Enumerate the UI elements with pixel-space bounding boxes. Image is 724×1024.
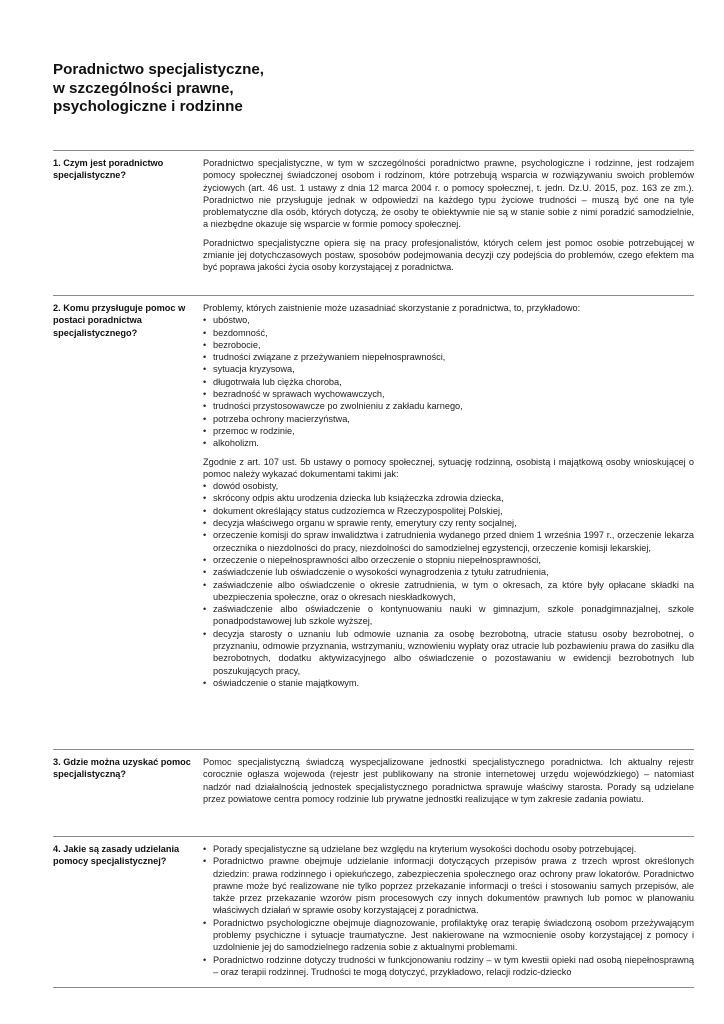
list-item: • bezdomność, bbox=[203, 327, 694, 339]
list-item: • decyzja właściwego organu w sprawie renty, emerytury czy renty socjalnej, bbox=[203, 517, 694, 529]
list-item: • decyzja starosty o uznaniu lub odmowie uznania za osobę bezrobotną, utracie statusu osoby bezrobotnej, o przyznaniu, odmowie przyznania, wstrzymaniu, wznowieniu wypłaty oraz utracie lub pozbawieniu prawa do zasiłku dla bezrobotnych, dodatku aktywizacyjnego albo oświadczenie o pozostawaniu w ewidencji bezrobotnych lub poszukujących pracy, bbox=[203, 628, 694, 677]
answer-paragraph: Poradnictwo specjalistyczne opiera się na pracy profesjonalistów, których celem jest pomoc osobie potrzebującej w zmianie jej dotychczasowych postaw, sposobów podejmowania decyzji czy podejścia do problemów, czego efektem ma być poprawa jakości życia osoby korzystającej z poradnictwa. bbox=[203, 237, 694, 273]
question-label: 2. Komu przysługuje pomoc w postaci poradnictwa specjalistycznego? bbox=[53, 303, 186, 338]
list-item: • oświadczenie o stanie majątkowym. bbox=[203, 677, 694, 689]
question-label: 1. Czym jest poradnictwo specjalistyczne? bbox=[53, 158, 164, 181]
faq-section-1 bbox=[53, 150, 694, 295]
problems-list bbox=[203, 314, 694, 449]
answer-paragraph: Poradnictwo specjalistyczne, w tym w szczególności poradnictwo prawne, psychologiczne i rodzinne, jest rodzajem pomocy społecznej świadczonej osobom i rodzinom, które potrzebują wsparcia w rozwiązywaniu swoich problemów życiowych (art. 46 ust. 1 ustawy z dnia 12 marca 2004 r. o pomocy społecznej, t. jedn. Dz.U. 2015, poz. 163 ze zm.). Poradnictwo nie przysługuje jednak w odpowiedzi na każdego typu życiowe trudności – muszą być one na tyle problematyczne dla osób, których dotyczą, że osoby te obiektywnie nie są w stanie sobie z nimi poradzić samodzielnie, a niezbędne okazuje się wsparcie w formie pomocy społecznej. bbox=[203, 158, 694, 230]
answer-body bbox=[203, 756, 694, 836]
faq-section-2 bbox=[53, 295, 694, 749]
list-item: • alkoholizm. bbox=[203, 437, 694, 449]
list-item: • potrzeba ochrony macierzyństwa, bbox=[203, 413, 694, 425]
document-title bbox=[53, 61, 264, 117]
list-item: • sytuacja kryzysowa, bbox=[203, 363, 694, 375]
faq-section-4 bbox=[53, 836, 694, 988]
faq-section-3 bbox=[53, 749, 694, 836]
list-item: • zaświadczenie albo oświadczenie o okresie zatrudnienia, w tym o okresach, za które były opłacane składki na ubezpieczenia społeczne, oraz o okresach nieskładkowych, bbox=[203, 579, 694, 604]
list-item: • przemoc w rodzinie, bbox=[203, 425, 694, 437]
faq-sections bbox=[53, 150, 694, 988]
list-item: • ubóstwo, bbox=[203, 314, 694, 326]
list-item: • Poradnictwo prawne obejmuje udzielanie informacji dotyczących przepisów prawa z trzech wprost określonych dziedzin: prawa rodzinnego i opiekuńczego, zabezpieczenia społecznego oraz ochrony praw lokatorów. Poradnictwo prawne może być realizowane nie tylko poprzez przekazanie informacji o treści i stosowaniu samych przepisów, ale także przez przekazanie wzorów pism procesowych czy innych dokumentów prawnych lub pomoc w planowaniu właściwych działań w sprawie osoby korzystającej z poradnictwa. bbox=[203, 855, 694, 916]
rules-list bbox=[203, 843, 694, 978]
title-line-2: w szczególności prawne, bbox=[53, 79, 234, 97]
title-line-3: psychologiczne i rodzinne bbox=[53, 98, 243, 115]
list-item: • trudności przystosowawcze po zwolnieniu z zakładu karnego, bbox=[203, 400, 694, 412]
list-item: • dowód osobisty, bbox=[203, 480, 694, 492]
list-item: • orzeczenie komisji do spraw inwalidztwa i zatrudnienia wydanego przed dniem 1 września 1997 r., orzeczenie lekarza orzecznika o niezdolności do pracy, niezdolności do samodzielnej egzystencji, orzeczenie komisji lekarskiej, bbox=[203, 529, 694, 554]
list-item: • bezradność w sprawach wychowawczych, bbox=[203, 388, 694, 400]
list-item: • dokument określający status cudzoziemca w Rzeczypospolitej Polskiej, bbox=[203, 505, 694, 517]
answer-body bbox=[203, 157, 694, 295]
list-item: • zaświadczenie albo oświadczenie o kontynuowaniu nauki w gimnazjum, szkole ponadgimnazjalnej, szkole ponadpodstawowej lub szkole wyższej, bbox=[203, 603, 694, 628]
answer-paragraph: Problemy, których zaistnienie może uzasadniać skorzystanie z poradnictwa, to, przykładowo: bbox=[203, 303, 581, 313]
list-item: • orzeczenie o niepełnosprawności albo orzeczenie o stopniu niepełnosprawności, bbox=[203, 554, 694, 566]
answer-paragraph: Zgodnie z art. 107 ust. 5b ustawy o pomocy społecznej, sytuację rodzinną, osobistą i majątkową osoby wnioskującej o pomoc należy wykazać dokumentami takimi jak: bbox=[203, 456, 694, 479]
bottom-divider bbox=[53, 987, 694, 988]
list-item: • zaświadczenie lub oświadczenie o wysokości wynagrodzenia z tytułu zatrudnienia, bbox=[203, 566, 694, 578]
list-item: • Poradnictwo psychologiczne obejmuje diagnozowanie, profilaktykę oraz terapię świadczoną osobom przeżywającym problemy psychiczne i sytuacje traumatyczne. Jest nakierowane na wzmocnienie osoby korzystającej z pomocy i uzdolnienie jej do samodzielnego radzenia sobie z aktualnymi problemami. bbox=[203, 917, 694, 954]
answer-paragraph: Pomoc specjalistyczną świadczą wyspecjalizowane jednostki specjalistycznego poradnictwa. Ich aktualny rejestr corocznie ogłasza wojewoda (rejestr jest publikowany na stronie internetowej urzędu wojewódzkiego) – natomiast nadzór nad działalnością jednostek specjalistycznego poradnictwa sprawuje właściwy starosta. Porady są udzielane przez powiatowe centra pomocy rodzinie lub prywatne jednostki realizujące w tym zakresie zadania powiatu. bbox=[203, 757, 694, 804]
answer-body bbox=[203, 843, 694, 988]
list-item: • skrócony odpis aktu urodzenia dziecka lub książeczka zdrowia dziecka, bbox=[203, 492, 694, 504]
list-item: • bezrobocie, bbox=[203, 339, 694, 351]
list-item: • Poradnictwo rodzinne dotyczy trudności w funkcjonowaniu rodziny – w tym kwestii opieki nad osobą niepełnosprawną – oraz terapii rodzinnej. Trudności te mogą dotyczyć, przykładowo, relacji rodzic-dziecko bbox=[203, 954, 694, 979]
question-label: 3. Gdzie można uzyskać pomoc specjalistyczną? bbox=[53, 757, 191, 780]
title-line-1: Poradnictwo specjalistyczne, bbox=[53, 61, 265, 78]
answer-body bbox=[203, 302, 694, 749]
documents-list bbox=[203, 480, 694, 689]
question-label: 4. Jakie są zasady udzielania pomocy specjalistycznej? bbox=[53, 844, 180, 867]
list-item: • Porady specjalistyczne są udzielane bez względu na kryterium wysokości dochodu osoby potrzebującej. bbox=[203, 843, 694, 855]
list-item: • długotrwała lub ciężka choroba, bbox=[203, 376, 694, 388]
list-item: • trudności związane z przeżywaniem niepełnosprawności, bbox=[203, 351, 694, 363]
